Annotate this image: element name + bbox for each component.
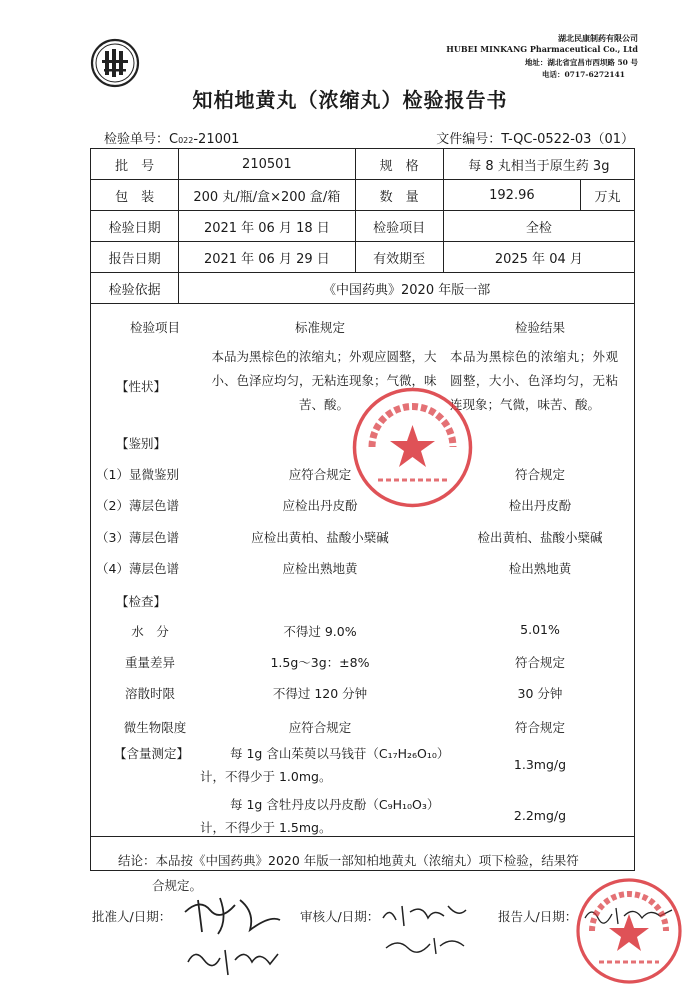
ident-row-1-standard: 应符合规定 [288, 467, 352, 482]
test-date-value: 2021 年 06 月 18 日 [179, 211, 355, 242]
inspection-number-sub: 022 [178, 136, 194, 145]
ident-row-1-result: 符合规定 [514, 467, 565, 482]
pack-label: 包 装 [91, 180, 179, 211]
assay-row-2-line2: 计，不得少于 1.5mg。 [200, 820, 332, 835]
info-row [91, 242, 635, 273]
info-row [91, 180, 635, 211]
reviewer-signature [378, 900, 473, 960]
test-item-value: 全检 [443, 211, 634, 242]
insp-row-4-standard: 应符合规定 [288, 720, 352, 735]
ident-row-3-item: （3）薄层色谱 [96, 530, 179, 545]
ident-row-2-item: （2）薄层色谱 [96, 498, 179, 513]
spec-value: 每 8 丸相当于原生药 3g [443, 149, 634, 180]
company-name-cn: 湖北民康制药有限公司 [558, 33, 638, 43]
conclusion-line-2: 合规定。 [152, 878, 203, 893]
frame-right [634, 300, 635, 870]
frame-divider [90, 836, 635, 837]
inspection-number-label: 检验单号：C [104, 132, 179, 147]
reporter-seal [574, 876, 684, 986]
info-row [91, 211, 635, 242]
company-address: 地址：湖北省宜昌市西坝路 50 号 [524, 58, 638, 67]
assay-row-2-line1: 每 1g 含牡丹皮以丹皮酚（C₉H₁₀O₃） [230, 797, 440, 812]
batch-value: 210501 [179, 149, 355, 180]
assay-row-1-result: 1.3mg/g [513, 757, 567, 772]
pack-value: 200 丸/瓶/盒×200 盒/箱 [179, 180, 355, 211]
test-item-label: 检验项目 [355, 211, 443, 242]
ident-row-4-result: 检出熟地黄 [508, 561, 572, 576]
expiry-value: 2025 年 04 月 [443, 242, 634, 273]
info-row [91, 149, 635, 180]
ident-row-2-result: 检出丹皮酚 [508, 498, 572, 513]
report-date-value: 2021 年 06 月 29 日 [179, 242, 355, 273]
company-tel: 电话：0717-6272141 [541, 70, 625, 79]
frame-bottom [90, 870, 635, 871]
insp-row-1-item: 水 分 [131, 624, 169, 639]
qty-label: 数 量 [355, 180, 443, 211]
insp-row-1-result: 5.01% [520, 622, 560, 637]
qty-unit: 万丸 [581, 180, 635, 211]
assay-row-1-line1: 每 1g 含山茱萸以马钱苷（C₁₇H₂₆O₁₀） [230, 746, 450, 761]
character-result: 本品为黑棕色的浓缩丸；外观圆整，大小、色泽均匀，无粘连现象；气微，味苦、酸。 [450, 349, 618, 412]
assay-label: 【含量测定】 [114, 746, 190, 761]
company-seal [350, 385, 475, 510]
identification-label: 【鉴别】 [116, 436, 167, 451]
col-item-header: 检验项目 [129, 320, 180, 335]
expiry-label: 有效期至 [355, 242, 443, 273]
insp-row-4-result: 符合规定 [514, 720, 565, 735]
report-title: 知柏地黄丸（浓缩丸）检验报告书 [192, 88, 508, 112]
ident-row-3-standard: 应检出黄柏、盐酸小檗碱 [251, 530, 389, 545]
ident-row-4-standard: 应检出熟地黄 [282, 561, 358, 576]
report-date-label: 报告日期 [91, 242, 179, 273]
ident-row-1-item: （1）显微鉴别 [96, 467, 179, 482]
insp-row-2-result: 符合规定 [514, 655, 565, 670]
basis-value: 《中国药典》2020 年版一部 [179, 273, 635, 304]
inspection-label: 【检查】 [116, 594, 167, 609]
batch-label: 批 号 [91, 149, 179, 180]
insp-row-2-standard: 1.5g～3g：±8% [270, 655, 370, 670]
reviewer-label: 审核人/日期： [300, 909, 380, 924]
assay-row-2-result: 2.2mg/g [513, 808, 567, 823]
info-table [90, 148, 635, 304]
inspection-number-tail: -21001 [193, 132, 240, 147]
col-result-header: 检验结果 [514, 320, 565, 335]
approver-signature [180, 890, 295, 985]
ident-row-4-item: （4）薄层色谱 [96, 561, 179, 576]
insp-row-3-standard: 不得过 120 分钟 [272, 686, 368, 701]
spec-label: 规 格 [355, 149, 443, 180]
insp-row-2-item: 重量差异 [124, 655, 175, 670]
insp-row-1-standard: 不得过 9.0% [283, 624, 357, 639]
company-name-en: HUBEI MINKANG Pharmaceutical Co., Ltd [446, 44, 638, 54]
conclusion-line-1: 结论：本品按《中国药典》2020 年版一部知柏地黄丸（浓缩丸）项下检验，结果符 [118, 853, 579, 868]
basis-label: 检验依据 [91, 273, 179, 304]
ident-row-2-standard: 应检出丹皮酚 [282, 498, 358, 513]
info-row [91, 273, 635, 304]
company-logo [90, 38, 140, 88]
reporter-label: 报告人/日期： [498, 909, 578, 924]
test-date-label: 检验日期 [91, 211, 179, 242]
insp-row-3-result: 30 分钟 [517, 686, 563, 701]
insp-row-4-item: 微生物限度 [123, 720, 187, 735]
approver-label: 批准人/日期： [92, 909, 172, 924]
inspection-number [104, 128, 239, 147]
character-standard: 本品为黑棕色的浓缩丸；外观应圆整，大小、色泽应均匀，无粘连现象；气微，味苦、酸。 [211, 349, 437, 412]
assay-row-1-line2: 计，不得少于 1.0mg。 [200, 769, 332, 784]
file-number: 文件编号：T-QC-0522-03（01） [436, 132, 634, 147]
col-standard-header: 标准规定 [294, 320, 345, 335]
ident-row-3-result: 检出黄柏、盐酸小檗碱 [477, 530, 603, 545]
insp-row-3-item: 溶散时限 [124, 686, 175, 701]
frame-left [90, 300, 91, 870]
qty-value: 192.96 [443, 180, 580, 211]
character-label: 【性状】 [116, 379, 167, 394]
